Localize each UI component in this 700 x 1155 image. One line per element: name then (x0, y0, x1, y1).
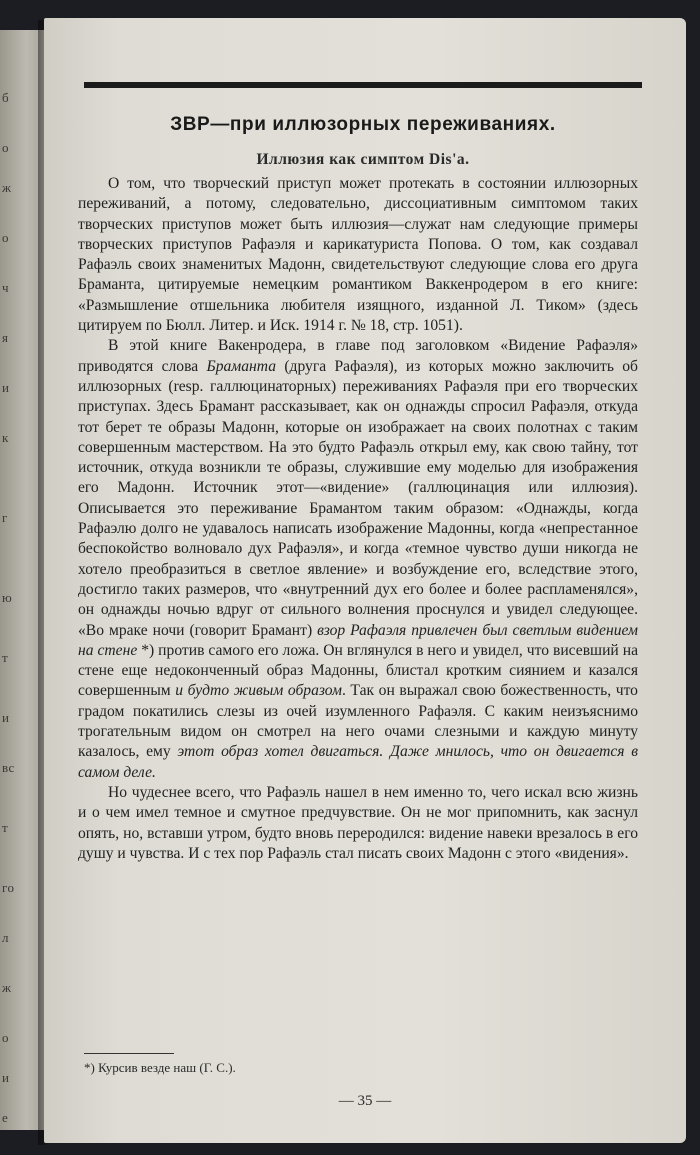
prev-page-fragment: т (2, 650, 9, 665)
paragraph-1: О том, что творческий приступ может протекать в состоянии иллюзорных переживаний, а потому, следовательно, диссоциативным симптомом таких творческих приступов может быть иллюзия—служат нам следующие примеры творческих приступов Рафаэля и карикатуриста Попова. О том, как создавал Рафаэль своих знаменитых Мадонн, свидетельствуют следующие слова его друга Браманта, цитируемые немецким романтиком Ваккенродером в его книге: «Размышление отшельника любителя изящного, изданной Л. Тиком» (здесь цитируем по Бюлл. Литер. и Иск. 1914 г. № 18, стр. 1051). (78, 175, 638, 335)
section-subheading: Иллюзия как симптом Dis'a. (256, 151, 470, 168)
text-span: (друга Рафаэля), из которых можно заключить об иллюзорных (resp. галлюцинаторных) переживаниях Рафаэля при его творческих приступах. Здесь Брамант рассказывает, как он однажды спросил Рафаэля, откуда тот берет те образы Мадонн, которые он изображает на своих полотнах с таким совершенным мастерством. На это будто Рафаэль открыл ему, как свою тайну, тот источник, откуда возникли те образы, служившие ему моделью для изображения его Мадонн. Источник этот—«видение» (галлюцинация или иллюзия). Описывается это переживание Брамантом таким образом: «Однажды, когда Рафаэлю долго не удавалось написать изображение Мадонны, когда «непрестанное беспокойство волновало дух Рафаэля», и когда «темное чувство души никогда не хотело преобразиться в светлое явление» и возбуждение его, вследствие этого, достигло таких размеров, что «внутренний дух его более и более распламенялся», он однажды ночью вдруг от сильного волнения проснулся и увидел следующее. «Во мраке ночи (говорит Брамант) (78, 357, 638, 639)
prev-page-fragment: л (2, 930, 9, 945)
prev-page-fragment: го (2, 880, 15, 895)
text-span: . Так он выражал свою божественность, что градом покатились слезы из очей изумленного Рафаэля. С каким неизъяснимо трогательным видом он смотрел на него очами слезными и каждую минуту казалось, ему (78, 682, 638, 761)
prev-page-fragment: я (2, 330, 9, 345)
page-number: — 35 — (338, 1093, 392, 1109)
prev-page-fragment: ж (2, 180, 12, 195)
prev-page-fragment: о (2, 1030, 9, 1045)
paragraph-2 (78, 336, 638, 783)
italic-span: и будто живым образом (175, 682, 342, 700)
prev-page-fragment: т (2, 820, 9, 835)
prev-page-fragment: и (2, 1070, 10, 1085)
top-rule (84, 82, 642, 88)
book-page (44, 18, 686, 1143)
prev-page-fragment: ч (2, 280, 10, 295)
prev-page-fragment: о (2, 230, 9, 245)
text-span: *) против самого его ложа. Он вглянулся в него и увидел, что висевший на стене еще недоконченный образ Мадонны, блистал кротким сиянием и казался совершенным (78, 641, 638, 700)
footnote-rule (84, 1053, 174, 1054)
prev-page-fragment: ю (2, 590, 13, 605)
prev-page-fragment: о (2, 140, 9, 155)
prev-page-fragment: е (2, 1110, 9, 1125)
italic-span: Браманта (206, 357, 277, 375)
footnote: *) Курсив везде наш (Г. С.). (84, 1060, 236, 1075)
paragraph-3: Но чудеснее всего, что Рафаэль нашел в нем именно то, чего искал всю жизнь и о чем имел темное и смутное предчувствие. Он не мог припомнить, как заснул опять, но, вставши утром, будто вновь переродился: видение навеки врезалось в его душу и чувства. И с тех пор Рафаэль стал писать своих Мадонн с этого «видения». (78, 783, 638, 862)
prev-page-fragment: б (2, 90, 10, 105)
body-text (78, 174, 638, 864)
italic-span: этот образ хотел двигаться. Даже мнилось, что он двигается в самом деле. (78, 743, 638, 781)
prev-page-fragment: вс (2, 760, 15, 775)
prev-page-fragment: и (2, 710, 10, 725)
chapter-heading: ЗВР—при иллюзорных переживаниях. (170, 114, 556, 135)
prev-page-fragment: г (2, 510, 8, 525)
prev-page-fragment: к (2, 430, 9, 445)
prev-page-fragment: ж (2, 980, 12, 995)
prev-page-fragment: и (2, 380, 10, 395)
text-span: В этой книге Вакенродера, в главе под заголовком «Видение Рафаэля» приводятся слова (78, 337, 638, 375)
italic-span: взор Рафаэля привлечен был светлым видением на стене (78, 621, 638, 659)
